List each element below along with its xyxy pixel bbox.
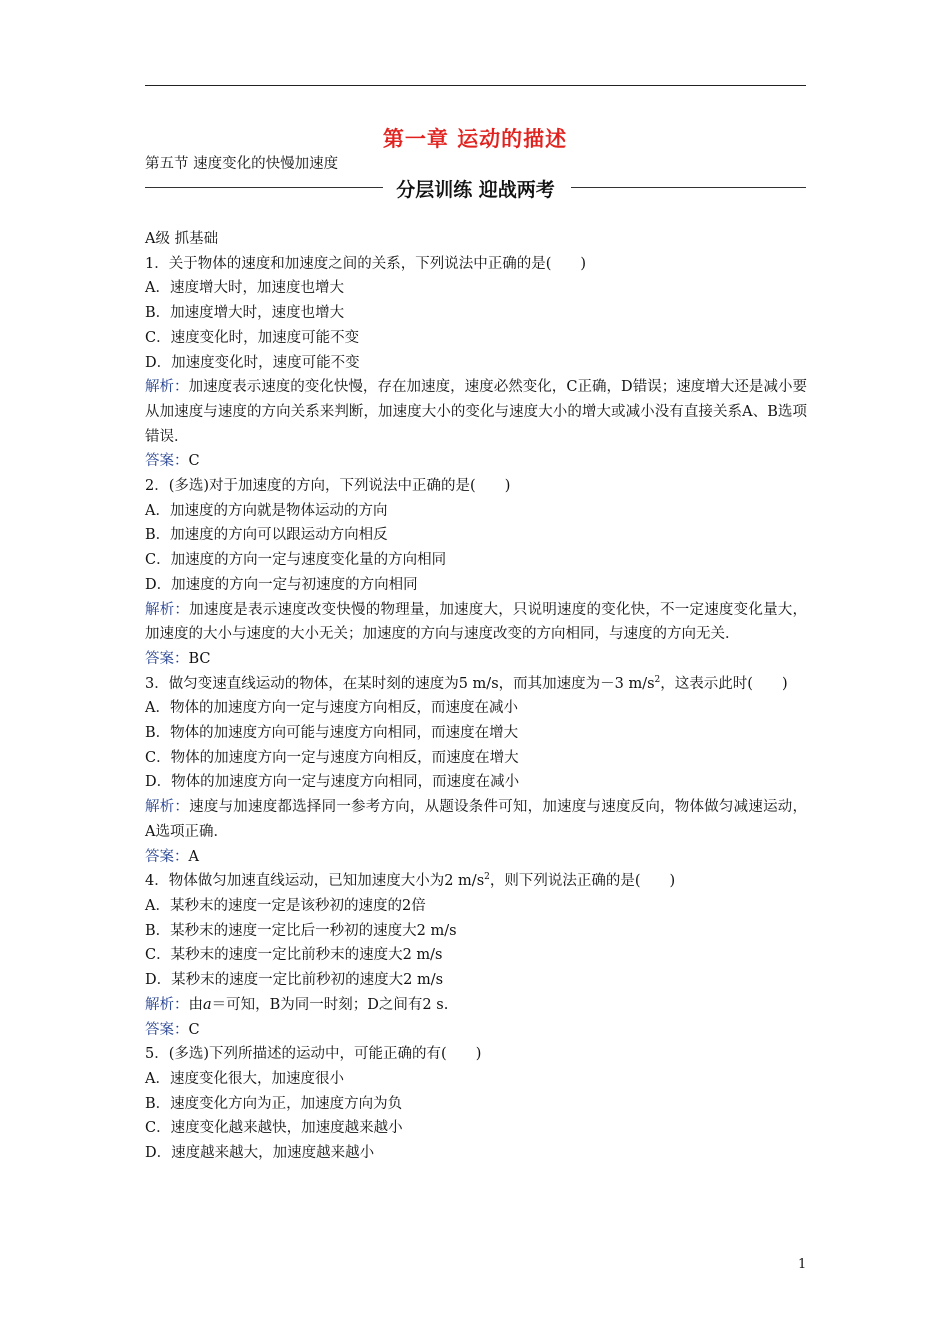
analysis-variable: a — [203, 996, 212, 1013]
question-stem — [145, 672, 807, 697]
analysis-text: 加速度是表示速度改变快慢的物理量，加速度大，只说明速度的变化快，不一定速度变化量大，加速度的大小与速度的大小无关；加速度的方向与速度改变的方向相同，与速度的方向无关． — [145, 601, 808, 643]
analysis-label: 解析： — [145, 799, 190, 816]
option-d: D．速度越来越大，加速度越来越小 — [145, 1145, 375, 1162]
option-c: C．物体的加速度方向一定与速度方向相反，而速度在增大 — [145, 749, 519, 766]
answer — [145, 647, 807, 672]
answer-value: C — [188, 1021, 200, 1038]
superscript: 2 — [484, 872, 490, 883]
answer-label: 答案： — [145, 848, 189, 865]
option-b: B．加速度增大时，速度也增大 — [145, 305, 345, 322]
option-c: C．加速度的方向一定与速度变化量的方向相同 — [145, 552, 447, 569]
option-d: D．加速度的方向一定与初速度的方向相同 — [145, 576, 418, 593]
option-b: B．物体的加速度方向可能与速度方向相同，而速度在增大 — [145, 725, 519, 742]
superscript: 2 — [654, 674, 661, 685]
answer-label: 答案： — [145, 453, 189, 470]
section-title: 第五节 速度变化的快慢加速度 — [145, 156, 339, 172]
answer-value: C — [188, 453, 200, 470]
option-d: D．物体的加速度方向一定与速度方向相同，而速度在减小 — [145, 774, 520, 791]
analysis-text: ＝可知，B为同一时刻；D之间有2 s. — [211, 996, 449, 1013]
banner — [145, 175, 806, 201]
option-b: B．某秒末的速度一定比后一秒初的速度大2 m/s — [145, 922, 457, 939]
option-d: D．某秒末的速度一定比前秒初的速度大2 m/s — [145, 972, 444, 989]
option-a: A．加速度的方向就是物体运动的方向 — [145, 502, 388, 519]
analysis-label: 解析： — [145, 601, 190, 618]
answer-value: A — [188, 848, 199, 865]
question-stem — [145, 869, 807, 894]
option-a: A．速度增大时，加速度也增大 — [145, 280, 344, 297]
question-5 — [145, 1042, 807, 1166]
stem-part: 3．做匀变速直线运动的物体，在某时刻的速度为5 m/s，而其加速度为－3 m/s — [145, 675, 655, 692]
analysis-label: 解析： — [145, 996, 189, 1013]
analysis — [145, 598, 807, 647]
analysis — [145, 795, 807, 844]
analysis — [145, 993, 807, 1018]
answer — [145, 845, 807, 870]
answer-label: 答案： — [145, 1021, 189, 1038]
option-b: B．速度变化方向为正，加速度方向为负 — [145, 1095, 403, 1112]
option-c: C．速度变化时，加速度可能不变 — [145, 329, 360, 346]
question-1 — [145, 252, 807, 474]
stem-part: ，这表示此时( ) — [660, 675, 788, 692]
option-a: A．速度变化很大，加速度很小 — [145, 1070, 344, 1087]
stem-part: 4．物体做匀加速直线运动，已知加速度大小为2 m/s — [145, 873, 485, 890]
page-number: 1 — [798, 1257, 807, 1272]
question-stem: 1．关于物体的速度和加速度之间的关系，下列说法中正确的是( ) — [145, 255, 587, 272]
analysis — [145, 375, 807, 449]
option-c: C．某秒末的速度一定比前秒末的速度大2 m/s — [145, 947, 443, 964]
banner-rule-right — [571, 187, 806, 188]
answer-value: BC — [188, 650, 211, 667]
question-2 — [145, 474, 807, 672]
option-a: A．某秒末的速度一定是该秒初的速度的2倍 — [145, 897, 426, 914]
question-stem: 2．(多选)对于加速度的方向，下列说法中正确的是( ) — [145, 478, 511, 495]
document-body — [145, 227, 807, 1166]
option-c: C．速度变化越来越快，加速度越来越小 — [145, 1120, 403, 1137]
header-rule — [145, 85, 806, 86]
question-stem: 5．(多选)下列所描述的运动中，可能正确的有( ) — [145, 1046, 482, 1063]
option-b: B．加速度的方向可以跟运动方向相反 — [145, 527, 388, 544]
question-4 — [145, 869, 807, 1042]
answer-label: 答案： — [145, 650, 189, 667]
answer — [145, 449, 807, 474]
question-3 — [145, 672, 807, 870]
analysis-text: 由 — [188, 996, 203, 1013]
option-d: D．加速度变化时，速度可能不变 — [145, 354, 360, 371]
banner-text: 分层训练 迎战两考 — [396, 179, 555, 201]
stem-part: ，则下列说法正确的是( ) — [489, 873, 676, 890]
analysis-text: 加速度表示速度的变化快慢，存在加速度，速度必然变化，C正确，D错误；速度增大还是减小要从加速度与速度的方向关系来判断，加速度大小的变化与速度大小的增大或减小没有直接关系A、B选项错误． — [145, 379, 808, 445]
analysis-text: 速度与加速度都选择同一参考方向，从题设条件可知，加速度与速度反向，物体做匀减速运动，A选项正确． — [145, 799, 808, 840]
option-a: A．物体的加速度方向一定与速度方向相反，而速度在减小 — [145, 700, 518, 717]
analysis-label: 解析： — [145, 379, 189, 396]
chapter-title: 第一章 运动的描述 — [382, 127, 568, 151]
answer — [145, 1018, 807, 1043]
level-label: A级 抓基础 — [145, 231, 219, 247]
